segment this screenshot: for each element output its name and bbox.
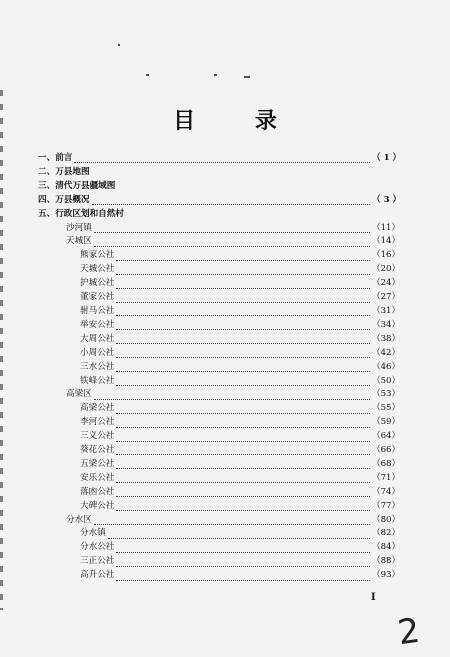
toc-entry-page: （ 3 ） [372, 194, 402, 205]
toc-entry-page: （88） [372, 556, 401, 567]
toc-entry-page: （50） [372, 375, 401, 386]
toc-entry-page: （31） [372, 305, 401, 316]
toc-entry-label: 沙河镇 [66, 222, 92, 233]
toc-entry-page: （53） [372, 389, 401, 400]
toc-entry [38, 333, 400, 347]
toc-entry [38, 180, 400, 194]
dot-leader [94, 238, 370, 247]
toc-entry [38, 305, 400, 319]
toc-entry-page: （ 1 ） [372, 153, 402, 163]
toc-entry [38, 388, 400, 402]
toc-entry-label: 董家公社 [80, 292, 115, 303]
toc-entry-label: 安乐公社 [80, 472, 115, 483]
scan-speck [244, 76, 250, 78]
toc-entry-label: 落凼公社 [80, 486, 115, 497]
toc-entry [38, 347, 400, 361]
toc-entry [38, 500, 400, 514]
toc-entry-page: （27） [372, 292, 401, 303]
toc-entry [38, 361, 400, 375]
toc-entry-label: 分水公社 [80, 542, 115, 553]
scan-speck [214, 74, 217, 76]
toc-entry [38, 208, 400, 222]
toc-entry-label: 一、前言 [38, 153, 73, 163]
toc-entry-label: 五、行政区划和自然村 [38, 208, 124, 219]
toc-entry-label: 分水区 [66, 514, 92, 525]
dot-leader [116, 558, 370, 567]
toc-entry [38, 263, 400, 277]
toc-entry [38, 555, 400, 569]
dot-leader [74, 154, 370, 163]
toc-entry-page: （38） [372, 333, 401, 344]
binding-edge [0, 90, 3, 610]
dot-leader [116, 405, 370, 414]
toc-entry [38, 430, 400, 444]
toc-entry-label: 李河公社 [80, 417, 115, 428]
dot-leader [116, 266, 370, 275]
dot-leader [116, 252, 370, 261]
toc-entry [38, 152, 400, 166]
toc-entry-label: 天城公社 [80, 264, 115, 275]
toc-entry-label: 二、万县地图 [38, 166, 90, 177]
toc-entry-label: 铁峰公社 [80, 375, 115, 386]
toc-entry [38, 472, 400, 486]
toc-entry-label: 三水公社 [80, 361, 115, 372]
toc-entry [38, 402, 400, 416]
table-of-contents [38, 152, 400, 583]
toc-entry-label: 天城区 [66, 236, 92, 247]
dot-leader [92, 196, 370, 205]
toc-entry-label: 大碑公社 [80, 500, 115, 511]
dot-leader [116, 419, 370, 428]
toc-entry-page: （42） [372, 347, 401, 358]
toc-entry-label: 三正公社 [80, 556, 115, 567]
toc-entry [38, 277, 400, 291]
toc-entry-label: 五梁公社 [80, 458, 115, 469]
dot-leader [116, 488, 370, 497]
toc-entry-page: （46） [372, 361, 401, 372]
toc-entry [38, 249, 400, 263]
page-number: I [371, 592, 376, 603]
dot-leader [116, 294, 370, 303]
dot-leader [116, 321, 370, 330]
toc-entry-label: 护城公社 [80, 278, 115, 289]
dot-leader [116, 433, 370, 442]
dot-leader [116, 280, 370, 289]
toc-entry [38, 527, 400, 541]
toc-entry-label: 四、万县概况 [38, 194, 90, 205]
toc-entry-label: 熊家公社 [80, 250, 115, 261]
dot-leader [94, 516, 370, 525]
dot-leader [116, 502, 370, 511]
toc-entry-page: （59） [372, 417, 401, 428]
toc-entry [38, 486, 400, 500]
toc-entry-page: （55） [372, 403, 401, 414]
toc-entry [38, 194, 400, 208]
toc-entry [38, 541, 400, 555]
dot-leader [94, 391, 370, 400]
toc-entry [38, 235, 400, 249]
toc-entry-label: 高梁区 [66, 389, 92, 400]
toc-entry-label: 三义公社 [80, 431, 115, 442]
handwritten-mark: 2 [395, 610, 423, 654]
toc-entry [38, 458, 400, 472]
toc-entry [38, 222, 400, 236]
dot-leader [116, 363, 370, 372]
scan-speck [146, 74, 149, 76]
toc-entry-label: 举安公社 [80, 319, 115, 330]
toc-entry-page: （71） [372, 472, 401, 483]
toc-entry-page: （11） [372, 222, 401, 233]
toc-entry-page: （77） [372, 500, 401, 511]
dot-leader [116, 335, 370, 344]
toc-entry [38, 514, 400, 528]
toc-entry [38, 416, 400, 430]
dot-leader [116, 377, 370, 386]
toc-entry-label: 驸马公社 [80, 305, 115, 316]
toc-entry-label: 分水镇 [80, 528, 106, 539]
toc-entry-page: （82） [372, 528, 401, 539]
toc-entry-page: （64） [372, 431, 401, 442]
toc-entry-label: 大周公社 [80, 333, 115, 344]
toc-entry [38, 166, 400, 180]
dot-leader [94, 224, 370, 233]
toc-entry-page: （66） [372, 445, 401, 456]
toc-entry-page: （80） [372, 514, 401, 525]
dot-leader [116, 474, 370, 483]
toc-entry-page: （84） [372, 542, 401, 553]
toc-entry-page: （68） [372, 458, 401, 469]
page-title: 目 录 [173, 108, 303, 134]
toc-entry [38, 569, 400, 583]
dot-leader [116, 446, 370, 455]
toc-entry [38, 319, 400, 333]
toc-entry-label: 三、清代万县疆域图 [38, 180, 116, 191]
toc-entry [38, 444, 400, 458]
dot-leader [116, 349, 370, 358]
dot-leader [116, 460, 370, 469]
scan-speck [118, 44, 120, 46]
toc-entry-page: （24） [372, 278, 401, 289]
toc-entry-page: （14） [372, 236, 401, 247]
toc-entry-page: （20） [372, 264, 401, 275]
toc-entry-label: 小周公社 [80, 347, 115, 358]
toc-entry-label: 葵花公社 [80, 445, 115, 456]
dot-leader [116, 307, 370, 316]
toc-entry-page: （16） [372, 250, 401, 261]
toc-entry-label: 高升公社 [80, 570, 115, 581]
dot-leader [108, 530, 370, 539]
toc-entry-page: （34） [372, 319, 401, 330]
dot-leader [116, 544, 370, 553]
toc-entry-label: 高梁公社 [80, 403, 115, 414]
toc-entry [38, 291, 400, 305]
toc-entry [38, 375, 400, 389]
toc-entry-page: （74） [372, 486, 401, 497]
toc-entry-page: （93） [372, 570, 401, 581]
dot-leader [116, 572, 370, 581]
